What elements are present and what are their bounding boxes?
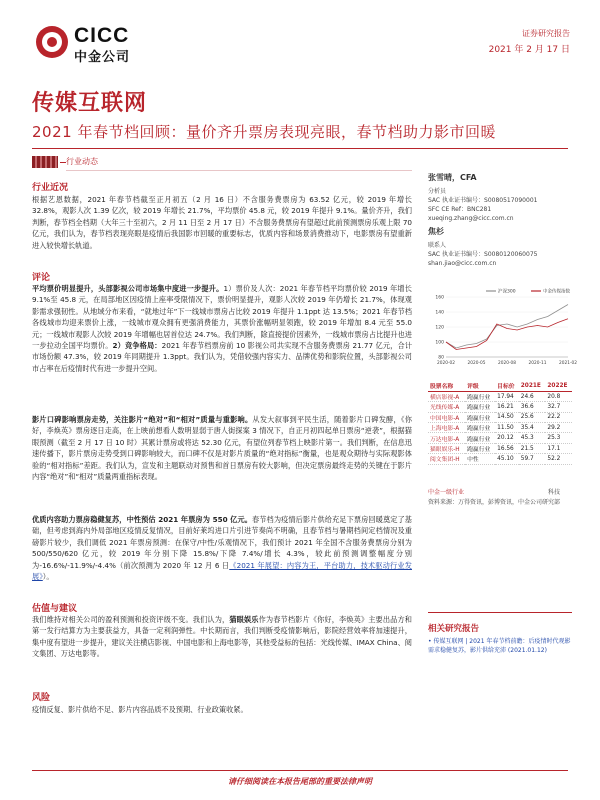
table-row	[428, 402, 572, 412]
related-divider	[428, 612, 572, 613]
table-cell: 中国电影-A	[428, 412, 465, 422]
valuation-heading: 估值与建议	[32, 604, 78, 614]
analyst-2	[428, 226, 537, 268]
comment-p1b-text: 2021 年春节档票房前 10 影视公司共实现不含服务费票房 21.77 亿元，合计市场份额 47.3%，较 2019 年同期提升 1.3ppt。我们认为，凭借较强内容实力、品牌优势和影院位置，头部影视公司市占率在后疫情时代有进一步提升空间。	[32, 341, 412, 373]
table-cell: 21.5	[519, 443, 546, 453]
chart-y-tick: 100	[435, 340, 444, 346]
related-heading: 相关研究报告	[428, 624, 480, 634]
table-cell: 32.7	[545, 402, 572, 412]
analyst-2-email[interactable]: shan.jiao@cicc.com.cn	[428, 260, 497, 267]
table-header-cell: 股票名称	[428, 381, 465, 391]
table-cell: 上海电影-A	[428, 423, 465, 433]
table-cell: 中性	[465, 454, 495, 464]
table-row	[428, 423, 572, 433]
chart-x-tick: 2020-05	[467, 361, 486, 366]
table-cell: 跑赢行业	[465, 423, 495, 433]
footer-divider	[32, 770, 568, 771]
table-cell: 36.6	[519, 402, 546, 412]
analyst-2-cert: SAC 执业证书编号：S0080120060075	[428, 251, 538, 258]
comment-p3-link[interactable]: 《2021 年展望：内容为王，平台助力，技术驱动行业发展》	[32, 560, 412, 582]
table-cell: 横店影视-A	[428, 391, 465, 401]
table-row	[428, 443, 572, 453]
analyst-1	[428, 172, 537, 223]
rating-table	[428, 381, 572, 465]
overview-text: 根据艺恩数据，2021 年春节档截至正月初五（2 月 16 日）不含服务费票房为 63.52 亿元，较 2019 年增长 32.8%，观影人次 1.39 亿次，较 2019 年增长 21.7%，平均票价 45.8 元，较 2019 年提升 9.1%。量价齐升，我们判断，春节档全档期（大年三十至初六，2 月 11 日至 2 月 17 日）不含服务费票房有望超过此前预测票房乐观上限 70 亿元，我们认为，春节档表现亮眼是疫情后我国影市回暖的重要标志，优质内容和场景消费推动下，电影票房有望重新进入较快增长轨道。	[32, 195, 412, 250]
table-header-cell: 2021E	[519, 381, 546, 391]
comment-p3	[32, 514, 412, 582]
cicc-logo	[36, 22, 156, 66]
comment-p3-end: ）。	[42, 572, 54, 582]
footer-disclaimer: 请仔细阅读在本报告尾部的重要法律声明	[228, 777, 372, 786]
table-cell: 20.12	[495, 433, 519, 443]
table-cell: 猫眼娱乐-H	[428, 443, 465, 453]
table-row	[428, 391, 572, 401]
table-cell: 跑赢行业	[465, 391, 495, 401]
table-row	[428, 433, 572, 443]
chart-x-tick: 2021-02	[559, 361, 577, 366]
analyst-2-role: 联系人	[428, 242, 447, 249]
tag-bar-icon	[32, 156, 58, 168]
chart-y-tick: 120	[435, 325, 444, 331]
table-source: 资料来源：万得资讯，彭博资讯，中金公司研究部	[428, 499, 561, 506]
chart-y-tick: 140	[435, 310, 444, 316]
chart-series-line	[446, 319, 568, 350]
table-cell: 20.8	[545, 391, 572, 401]
overview-heading: 行业近况	[32, 183, 69, 193]
table-cell: 35.4	[519, 423, 546, 433]
chart-x-tick: 2020-11	[528, 361, 547, 366]
logo-en: CICC	[74, 24, 130, 47]
report-date: 2021 年 2 月 17 日	[488, 45, 570, 55]
divider	[32, 148, 568, 149]
table-cell: 阅文集团-H	[428, 454, 465, 464]
table-cell: 52.2	[545, 454, 572, 464]
valuation-bold-a: 猫眼娱乐	[229, 615, 259, 624]
table-cell: 45.3	[519, 433, 546, 443]
comment-p3-text: 春节档为疫情后影片供给充足下票房回暖奠定了基础，但考虑到海内外局部地区疫情反复情况，目前好莱坞进口片引进节奏尚不明确，且春节档与暑期档间定档情况及重磅影片较少，我们调低 2021 年票房预测：在保守/中性/乐观情况下，我们预计 2021 年全国不含服务费票房分别为 500/550/620 亿元，较 2019 年分别下降 15.8%/下降 7.4%/增长 4.3%，较此前预测调整幅度分别为-16.6%/-11.9%/-4.4%（前次预测为 2020 年 12 月 6 日	[32, 515, 412, 570]
table-row	[428, 454, 572, 464]
table-cell: 29.2	[545, 423, 572, 433]
report-type: 证券研究报告	[522, 29, 570, 38]
table-unit: 科技	[548, 489, 561, 496]
comment-p1	[32, 283, 412, 374]
chart-x-tick: 2020-02	[437, 361, 455, 366]
table-cell: 24.6	[519, 391, 546, 401]
chart-legend-label: 沪深300	[498, 289, 516, 295]
table-cell: 17.94	[495, 391, 519, 401]
table-cell: 14.50	[495, 412, 519, 422]
analyst-1-role: 分析员	[428, 188, 447, 195]
chart-legend-label: 中金传媒指数	[543, 289, 570, 295]
table-cell: 跑赢行业	[465, 402, 495, 412]
valuation-text-a: 我们维持对相关公司的盈利预测和投资评级不变。我们认为，	[32, 615, 230, 624]
chart-y-tick: 160	[435, 295, 444, 301]
analyst-1-name: 张雪晴，CFA	[428, 173, 477, 182]
comment-p2	[32, 414, 412, 482]
table-cell: 45.10	[495, 454, 519, 464]
table-cell: 跑赢行业	[465, 433, 495, 443]
table-cell: 22.2	[545, 412, 572, 422]
table-cell: 16.21	[495, 402, 519, 412]
table-header-cell: 目标价	[495, 381, 519, 391]
chart-x-tick: 2020-08	[498, 361, 516, 366]
analyst-2-name: 焦杉	[428, 227, 444, 236]
table-cell: 万达电影-A	[428, 433, 465, 443]
chart-y-tick: 80	[438, 355, 444, 361]
performance-chart	[428, 285, 577, 373]
divider-light	[66, 170, 412, 171]
comment-p3-bold: 优质内容助力票房稳健复苏，中性预估 2021 年票房为 550 亿元。	[32, 515, 252, 524]
analyst-1-sfc: SFC CE Ref：BNC281	[428, 206, 492, 213]
table-header-cell: 评级	[465, 381, 495, 391]
table-rating-src: 中金一级行业	[428, 489, 465, 496]
comment-heading: 评论	[32, 273, 51, 283]
comment-p2-bold: 影片口碑影响票房走势，关注影片“绝对”和“相对”质量与重影响。	[32, 415, 253, 424]
analyst-1-cert: SAC 执业证书编号：S0080517090001	[428, 197, 538, 204]
comment-p1-bold: 平均票价明显提升，头部影视公司市场集中度进一步提升。	[32, 284, 224, 293]
logo-cn: 中金公司	[74, 50, 131, 65]
related-item[interactable]: • 传媒互联网 | 2021 年春节档前瞻：后疫情时代观影需求稳健复苏，影片供给充沛 (2021.01.12)	[428, 638, 571, 654]
risk-text: 疫情反复、影片供给不足、影片内容品质不及预期、行业政策收紧。	[32, 705, 248, 714]
table-cell: 17.1	[545, 443, 572, 453]
table-cell: 跑赢行业	[465, 443, 495, 453]
analyst-1-email[interactable]: xueqing.zhang@cicc.com.cn	[428, 215, 514, 222]
table-cell: 16.56	[495, 443, 519, 453]
comment-p1b-link: 2）竞争格局：	[112, 341, 162, 351]
table-cell: 跑赢行业	[465, 412, 495, 422]
table-row	[428, 412, 572, 422]
cicc-logo-icon	[36, 26, 68, 58]
table-cell: 光线传媒-A	[428, 402, 465, 412]
table-cell: 11.50	[495, 423, 519, 433]
main-title: 2021 年春节档回顾：量价齐升票房表现亮眼，春节档助力影市回暖	[32, 123, 496, 141]
table-header-row	[428, 381, 572, 391]
table-cell: 25.6	[519, 412, 546, 422]
table-cell: 59.7	[519, 454, 546, 464]
table-header-cell: 2022E	[545, 381, 572, 391]
comment-p2-text: 从发大叙事到平民生活，随着影片口碑发酵，《你好，李焕英》票房逐日走高，在上映前想看人数明显弱于唐人街探案 3 情况下，自正月初四起单日票房“逆袭”，根据猫眼预测（截至 2 月 17 日 10 时）其累计票房或将达 52.30 亿元，有望位列春节档上映影片第一。我们判断，在信息迅速传播下，影片票房走势受到口碑影响较大，而口碑不仅是对影片质量的“绝对指标”衡量，也是观众期待与实际观影体验的“相对指标”差距。我们认为，宣发和主题联动对预售和首日票房有较大影响，但决定票房最终走势的关键在于影片内容“绝对”和“相对”质量两重指标表现。	[32, 415, 412, 482]
comment-p1-text: 1）票价及人次：2021 年春节档平均票价较 2019 年增长 9.1%至 45.8 元，在局部地区因疫情上座率受限情况下，票价明显提升，观影人次较 2019 年仍增长 21.7%，体现观影需求强韧性。从地域分布来看，“就地过年”下一线城市票房占比较 2019 年提升 1.1ppt 达 13.5%；2021 年春节档各线城市均迎来票价上涨，一线城市观众拥有更强消费能力，其票价涨幅明显领跑，较 2019 年增加 8.4 元至 55.0 元；一线城市观影人次较 2019 年增幅也居首位达 24.7%。我们判断，除直接提价因素外，一线城市票房占比提升也进一步拉动全国平均票价。	[32, 284, 412, 351]
valuation-text	[32, 614, 412, 660]
table-cell: 25.3	[545, 433, 572, 443]
valuation-text-b: 作为春节档影片《你好，李焕英》主要出品方和第一发行结算方为主要获益方，具备一定利润弹性。中长期而言，我们判断受疫情影响后，影院经营效率将加速提升，集中度有望进一步提升，建议关注横店影视、中国电影和上海电影等，其他受益标的包括：光线传媒、IMAX China、阅文集团、万达电影等。	[32, 615, 412, 659]
risk-heading: 风险	[32, 693, 51, 703]
tag-label: 行业动态	[66, 157, 98, 166]
section-title: 传媒互联网	[32, 91, 148, 116]
